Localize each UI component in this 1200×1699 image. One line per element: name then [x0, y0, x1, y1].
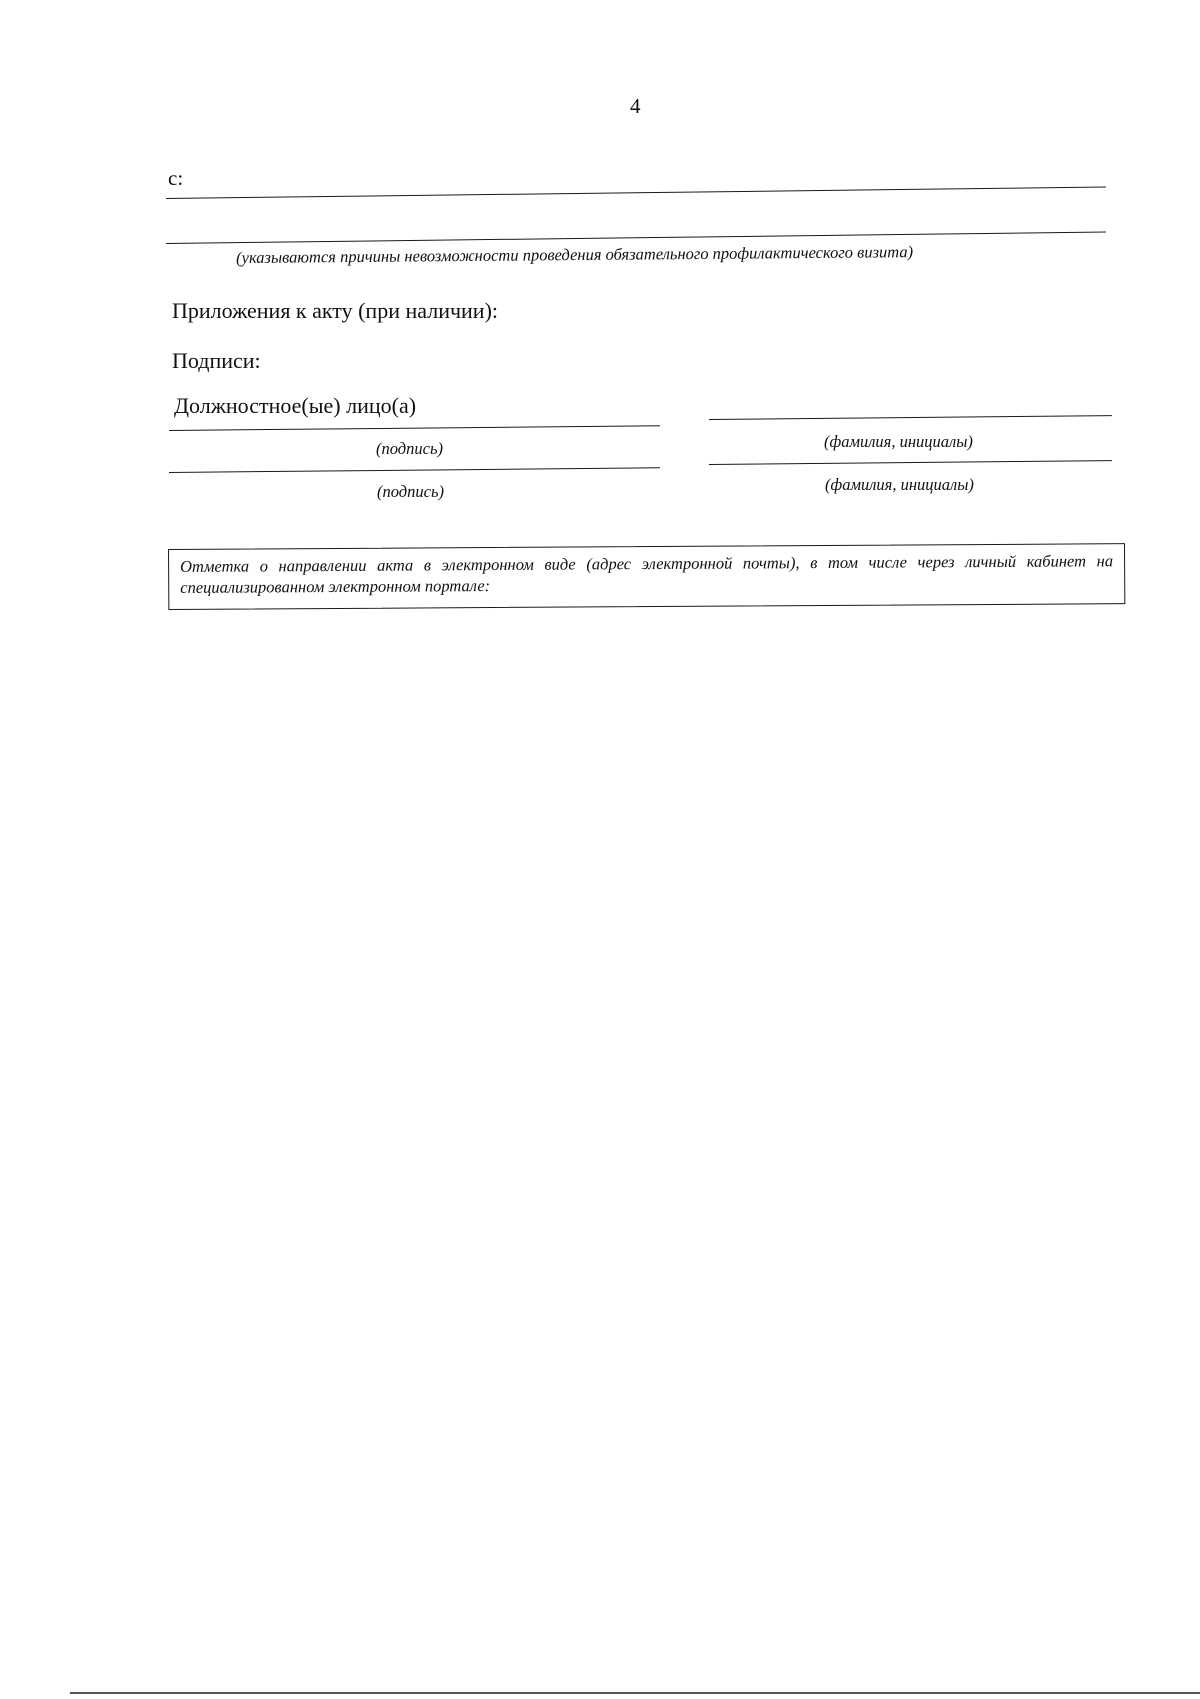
reason-hint: (указываются причины невозможности проведения обязательного профилактического визита) [236, 242, 914, 267]
reason-line-2 [166, 232, 1106, 244]
name-hint-2: (фамилия, инициалы) [825, 475, 974, 494]
name-line-2 [709, 460, 1112, 465]
signature-hint-1: (подпись) [376, 439, 443, 458]
name-line-1 [709, 415, 1112, 420]
signatures-label: Подписи: [172, 348, 261, 373]
reason-prefix: с: [168, 166, 184, 190]
attachments-label: Приложения к акту (при наличии): [172, 298, 499, 323]
name-hint-1: (фамилия, инициалы) [824, 432, 973, 451]
official-label: Должностное(ые) лицо(а) [174, 393, 417, 418]
reason-line-1 [166, 187, 1106, 199]
electronic-note-text: Отметка о направлении акта в электронном виде (адрес электронной почты), в том числе через личный кабинет на специализированном электронном портале: [180, 551, 1114, 597]
electronic-note-box [168, 543, 1125, 610]
page-number: 4 [630, 94, 641, 118]
signature-line-2 [169, 467, 660, 473]
signature-line-1 [169, 425, 660, 431]
signature-hint-2: (подпись) [377, 482, 444, 501]
scan-bottom-edge [70, 1692, 1200, 1694]
